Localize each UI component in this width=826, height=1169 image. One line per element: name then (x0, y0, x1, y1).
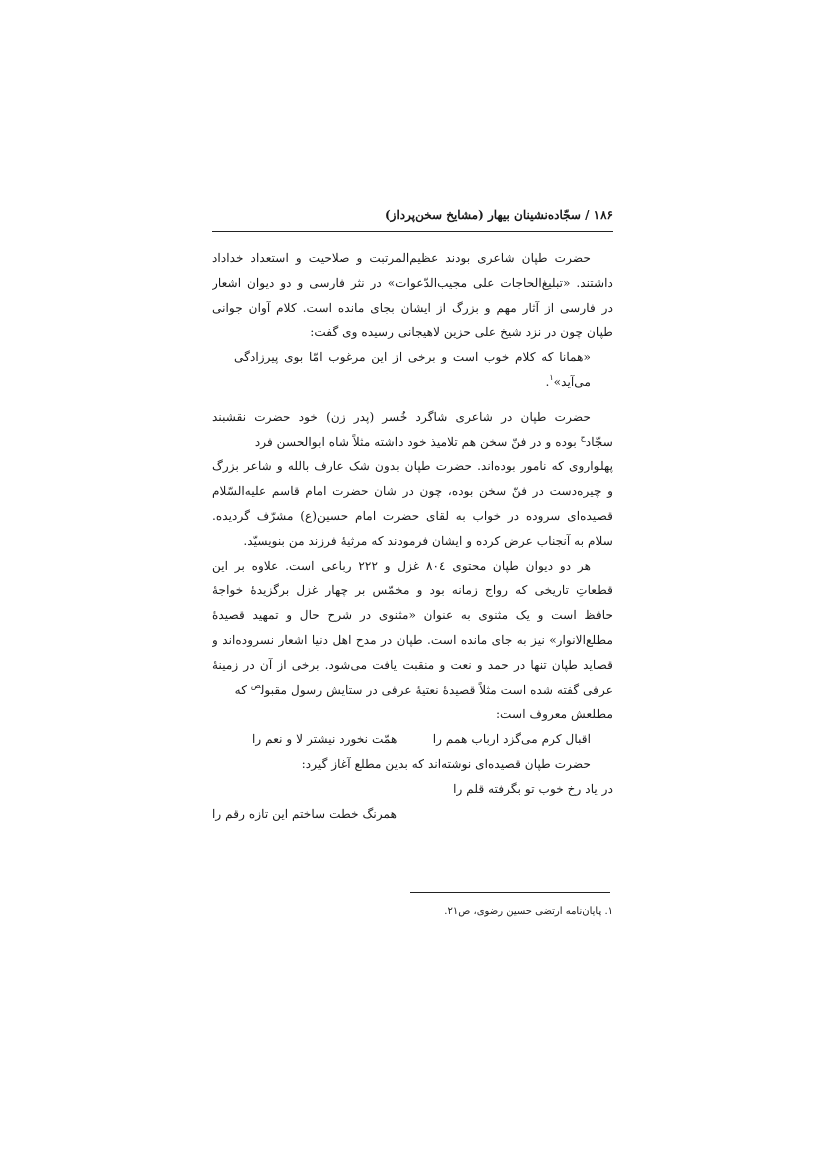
text-line: حضرت طپان شاعری بودند عظیم‌المرتبت و صلاحیت و استعداد خداداد (212, 251, 591, 265)
running-header: ۱۸۶ / سجّاده‌نشینان بیهار (مشایخ سخن‌پرداز) (384, 208, 613, 222)
footnote-ref-mark: ۱ (549, 372, 554, 382)
text-line: هر دو دیوان طپان محتوی ۸۰٤ غزل و ۲۲۲ رباعی است. علاوه بر این (212, 558, 591, 573)
text-line: و چیره‌دست در فنّ سخن بوده، چون در شان حضرت امام قاسم علیه‌السّلام (212, 484, 613, 499)
text-segment: که (234, 682, 248, 697)
text-line: قطعاتِ تاریخی که رواج زمانه بود و مخمّس بر چهار غزل برگزیدهٔ خواجهٔ (212, 583, 613, 598)
text-line: قصیده‌ای سروده در خواب به لقای حضرت امام حسین(ع) مشرّف گردیده. (212, 508, 613, 523)
text-segment: سجّاد (585, 434, 613, 449)
text-line: داشتند. «تبلیغ‌الحاجات علی مجیب‌الدّعوات» در نثر فارسی و دو دیوان اشعار (212, 275, 613, 290)
footnote: ۱. پایان‌نامه ارتضی حسین رضوی، ص۲۱. (444, 906, 613, 917)
quote-line-end: می‌آید»$^۱$. (545, 372, 591, 389)
text-line: طپان چون در نزد شیخ علی حزین لاهیجانی رسیده وی گفت: (310, 325, 613, 340)
text-line: حضرت طپان در شاعری شاگرد خُسر (پدر زن) خود حضرت نقشبند (212, 409, 591, 424)
header-rule (212, 231, 613, 232)
text-line-with-honorific (212, 678, 613, 703)
text-line-with-honorific (212, 430, 613, 455)
text-line: مطلعش معروف است: (495, 707, 613, 722)
text-line: در فارسی از آثار مهم و بزرگ از ایشان بجای مانده است. کلام آوان جوانی (212, 300, 613, 315)
text-line: پهلواروی که نامور بوده‌اند. حضرت طپان بدون شک عارف بالله و شاعر بزرگ (212, 459, 613, 474)
quote-end-text: می‌آید» (553, 374, 591, 389)
text-line: مطلع‌الانوار» نیز به جای مانده است. طپان در مدح اهل دنیا اشعار نسروده‌اند و (212, 632, 613, 647)
text-line: حضرت طپان قصیده‌ای نوشته‌اند که بدین مطلع آغاز گیرد: (301, 756, 591, 771)
verse-hemistich: همّت نخورد نیشتر لا و نعم را (252, 732, 398, 747)
text-line: سلام به آنجناب عرض کرده و ایشان فرمودند که مرثیهٔ فرزند من بنویسیّد. (243, 533, 613, 548)
verse-couplet (212, 727, 613, 752)
verse-line: همرنگ خطت ساختم این تازه رقم را (212, 806, 398, 821)
body-text (212, 246, 613, 826)
text-line: حافظ است و یک مثنوی به عنوان «مثنوی در شرح حال و تمهید قصیدهٔ (212, 608, 613, 623)
footnote-rule (410, 892, 610, 893)
text-line: قصاید طپان تنها در حمد و نعت و منقبت یافت می‌شود. برخی از آن در زمینهٔ (212, 657, 613, 672)
text-segment: عرفی گفته شده است مثلاً قصیدهٔ نعتیهٔ عرفی در ستایش رسول مقبول (260, 682, 613, 697)
honorific-mark: ح (580, 432, 586, 442)
quote-line: «همانا که کلام خوب است و برخی از این مرغوب امّا بوی پیرزادگی (234, 350, 591, 365)
verse-line: در یاد رخ خوب تو بگرفته قلم را (453, 781, 613, 796)
verse-hemistich: اقبال کرم می‌گزد ارباب همم را (432, 732, 591, 747)
text-segment: بوده و در فنّ سخن هم تلامیذ خود داشته مثلاً شاه ابوالحسن فرد (254, 434, 577, 449)
honorific-mark: ص (250, 680, 261, 690)
